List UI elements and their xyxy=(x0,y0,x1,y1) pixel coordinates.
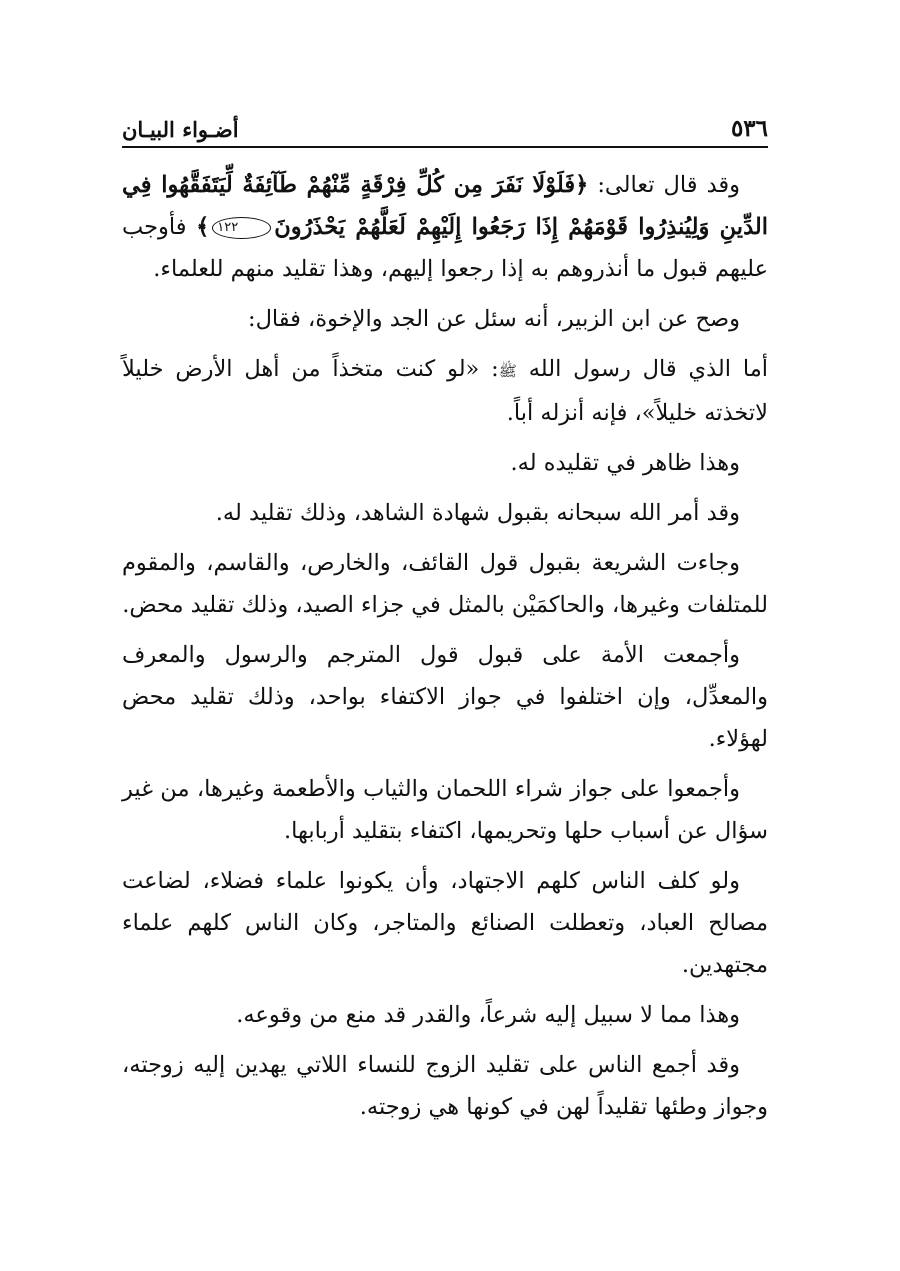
paragraph: وهذا ظاهر في تقليده له. xyxy=(510,450,740,476)
quran-open-bracket: ﴿ xyxy=(575,172,589,198)
book-page xyxy=(122,108,768,1136)
running-header xyxy=(122,108,768,148)
paragraph: وأجمعوا على جواز شراء اللحمان والثياب والأطعمة وغيرها، من غير سؤال عن أسباب حلها وتحريمها، اكتفاء بتقليد أربابها. xyxy=(122,776,768,844)
salawat-glyph: ﷺ xyxy=(498,362,517,380)
paragraph-quran-verse xyxy=(122,164,768,290)
body-text xyxy=(122,164,768,1128)
paragraph: وأجمعت الأمة على قبول قول المترجم والرسول والمعرف والمعدِّل، وإن اختلفوا في جواز الاكتفاء بواحد، وذلك تقليد محض لهؤلاء. xyxy=(122,642,768,752)
paragraph: ولو كلف الناس كلهم الاجتهاد، وأن يكونوا علماء فضلاء، لضاعت مصالح العباد، وتعطلت الصنائع والمتاجر، وكان الناس كلهم علماء مجتهدين. xyxy=(122,868,768,978)
paragraph-hadith xyxy=(122,348,768,434)
quran-close-bracket: ﴾ xyxy=(196,214,210,240)
paragraph-text: وقد قال تعالى: xyxy=(588,172,740,198)
paragraph: وهذا مما لا سبيل إليه شرعاً، والقدر قد منع من وقوعه. xyxy=(236,1002,740,1028)
quran-verse: فَلَوْلَا نَفَرَ مِن كُلِّ فِرْقَةٍ مِّنْهُمْ طَآئِفَةٌ لِّيَتَفَقَّهُوا فِي الدِّينِ وَلِيُنذِرُوا قَوْمَهُمْ إِذَا رَجَعُوا إِلَيْهِمْ لَعَلَّهُمْ يَحْذَرُونَ xyxy=(122,172,768,240)
paragraph-text: أما الذي قال رسول الله xyxy=(516,356,768,382)
paragraph: وقد أمر الله سبحانه بقبول شهادة الشاهد، وذلك تقليد له. xyxy=(215,500,740,526)
book-title: أضـواء البيـان xyxy=(122,117,239,142)
ayah-number-marker: ١٢٢ xyxy=(212,217,271,239)
paragraph: وقد أجمع الناس على تقليد الزوج للنساء اللاتي يهدين إليه زوجته، وجواز وطئها تقليداً لهن في كونها هي زوجته. xyxy=(122,1052,768,1120)
page-number: ٥٣٦ xyxy=(730,115,768,142)
paragraph: وصح عن ابن الزبير، أنه سئل عن الجد والإخوة، فقال: xyxy=(247,306,740,332)
paragraph: وجاءت الشريعة بقبول قول القائف، والخارص، والقاسم، والمقوم للمتلفات وغيرها، والحاكمَيْن بالمثل في جزاء الصيد، وذلك تقليد محض. xyxy=(122,550,768,618)
paragraph-text: : «لو كنت متخذاً من أهل الأرض خليلاً لاتخذته خليلاً»، فإنه أنزله أباً. xyxy=(122,356,768,426)
paragraph-text: فأوجب عليهم قبول ما أنذروهم به إذا رجعوا إليهم، وهذا تقليد منهم للعلماء. xyxy=(122,214,768,282)
